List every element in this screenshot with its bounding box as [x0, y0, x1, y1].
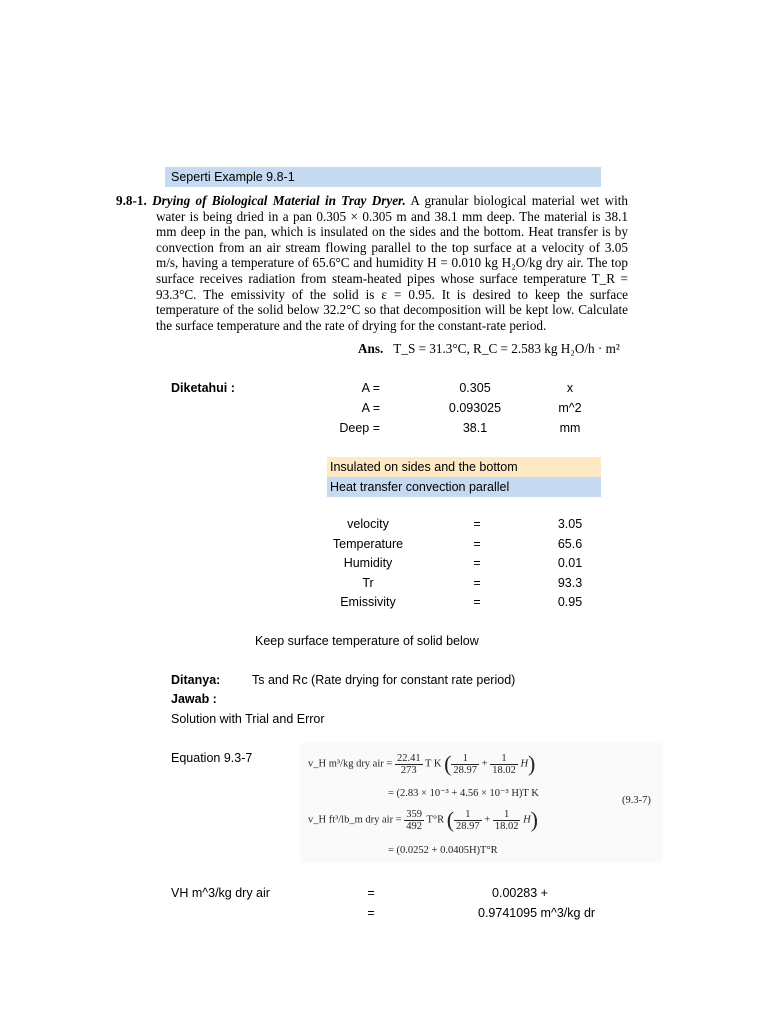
insulated-band: [327, 457, 601, 477]
eq-line1-num: 22.41: [396, 752, 421, 764]
eq-line3-den: 492: [406, 820, 423, 832]
vh-eq-0: =: [367, 886, 375, 900]
keep-text: Keep surface temperature of solid below: [255, 634, 479, 648]
jawab-label: Jawab :: [171, 692, 217, 706]
eq-line3-num: 359: [406, 808, 423, 820]
param-name-0: velocity: [347, 517, 389, 531]
equation-label: Equation 9.3-7: [171, 751, 253, 765]
equation-line-4: = (0.0252 + 0.0405H)T°R: [388, 845, 498, 856]
param-eq-3: =: [473, 576, 481, 590]
equation-image: [300, 743, 663, 863]
param-eq-4: =: [473, 595, 481, 609]
eq-line1-lhs: v_H m³/kg dry air =: [308, 758, 393, 770]
param-name-4: Emissivity: [340, 595, 396, 609]
given-label-1: A =: [361, 401, 380, 415]
vh-value-0: 0.00283 +: [492, 886, 548, 900]
ditanya-label: Ditanya:: [171, 673, 221, 687]
vh-eq-1: =: [367, 906, 375, 920]
eq-line1-f1d: 28.97: [453, 764, 478, 776]
param-name-2: Humidity: [343, 556, 393, 570]
answer-label: Ans.: [358, 341, 384, 356]
given-value-0: 0.305: [459, 381, 491, 395]
given-unit-0: x: [566, 381, 574, 395]
param-eq-2: =: [473, 556, 481, 570]
param-name-3: Tr: [362, 576, 374, 590]
given-label-0: A =: [361, 381, 380, 395]
vh-value-1: 0.9741095 m^3/kg dr: [478, 906, 596, 920]
param-name-1: Temperature: [332, 537, 404, 551]
param-value-2: 0.01: [557, 556, 583, 570]
problem-excerpt: [116, 193, 628, 356]
eq-line1-f2n: 1: [490, 753, 518, 765]
param-value-0: 3.05: [557, 517, 583, 531]
given-value-2: 38.1: [462, 421, 488, 435]
diketahui-label: Diketahui :: [171, 381, 235, 395]
eq-line1-f1n: 1: [451, 753, 479, 765]
insulated-text: Insulated on sides and the bottom: [330, 460, 518, 474]
problem-body: [116, 193, 628, 333]
eq-line1-den: 273: [400, 764, 417, 776]
problem-text: A granular biological material wet with water is being dried in a pan 0.305 × 0.305 m and 38.1 mm deep. The material is 38.1 mm deep in the pan, which is insulated on the sides and the bottom. Heat transfer is by convection from an air stream flowing parallel to the top surface at a velocity of 3.05 m/s, having a temperature of 65.6°C and humidity H = 0.010 kg H₂O/kg dry air. The top surface receives radiation from steam-heated pipes whose surface temperature T_R = 93.3°C. The emissivity of the solid is ε = 0.95. It is desired to keep the surface temperature of the solid below 32.2°C so that decomposition will be kept low. Calculate the surface temperature and the rate of drying for the constant-rate period.: [156, 193, 628, 333]
eq-line1-f2d: 18.02: [492, 764, 516, 776]
problem-answer: [358, 341, 620, 357]
param-eq-1: =: [473, 537, 481, 551]
eq-line3-mid: T°R: [426, 814, 445, 826]
problem-number: 9.8-1.: [116, 193, 147, 208]
answer-text: T_S = 31.3°C, R_C = 2.583 kg H₂O/h · m²: [393, 341, 620, 356]
param-value-4: 0.95: [557, 595, 583, 609]
section-header: [165, 167, 601, 187]
equation-line-1: v_H m³/kg dry air = $\frac{22.41}{273}$ T K ( $\frac{1}{28.97}$ + $\frac{1}{18.02}$ H): [308, 751, 536, 776]
eq-line1-mid: T K: [425, 758, 442, 770]
param-value-1: 65.6: [557, 537, 583, 551]
vh-label: VH m^3/kg dry air: [171, 886, 270, 900]
eq-line3-lhs: v_H ft³/lb_m dry air =: [308, 814, 402, 826]
heat-transfer-band: [327, 477, 601, 497]
param-value-3: 93.3: [557, 576, 583, 590]
equation-tag: (9.3-7): [622, 795, 651, 806]
equation-line-3: v_H ft³/lb_m dry air = $\frac{359}{492}$ T°R ( $\frac{1}{28.97}$ + $\frac{1}{18.02}$ H): [308, 807, 538, 832]
solution-text: Solution with Trial and Error: [171, 712, 325, 726]
ditanya-text: Ts and Rc (Rate drying for constant rate period): [252, 673, 516, 687]
heat-transfer-text: Heat transfer convection parallel: [330, 480, 510, 494]
given-value-1: 0.093025: [448, 401, 502, 415]
equation-line-2: = (2.83 × 10⁻³ + 4.56 × 10⁻³ H)T K: [388, 788, 539, 799]
param-eq-0: =: [473, 517, 481, 531]
given-unit-1: m^2: [558, 401, 582, 415]
given-label-2: Deep =: [339, 421, 380, 435]
section-header-text: Seperti Example 9.8-1: [171, 170, 295, 184]
problem-title: Drying of Biological Material in Tray Dryer.: [152, 193, 406, 208]
given-unit-2: mm: [559, 421, 581, 435]
